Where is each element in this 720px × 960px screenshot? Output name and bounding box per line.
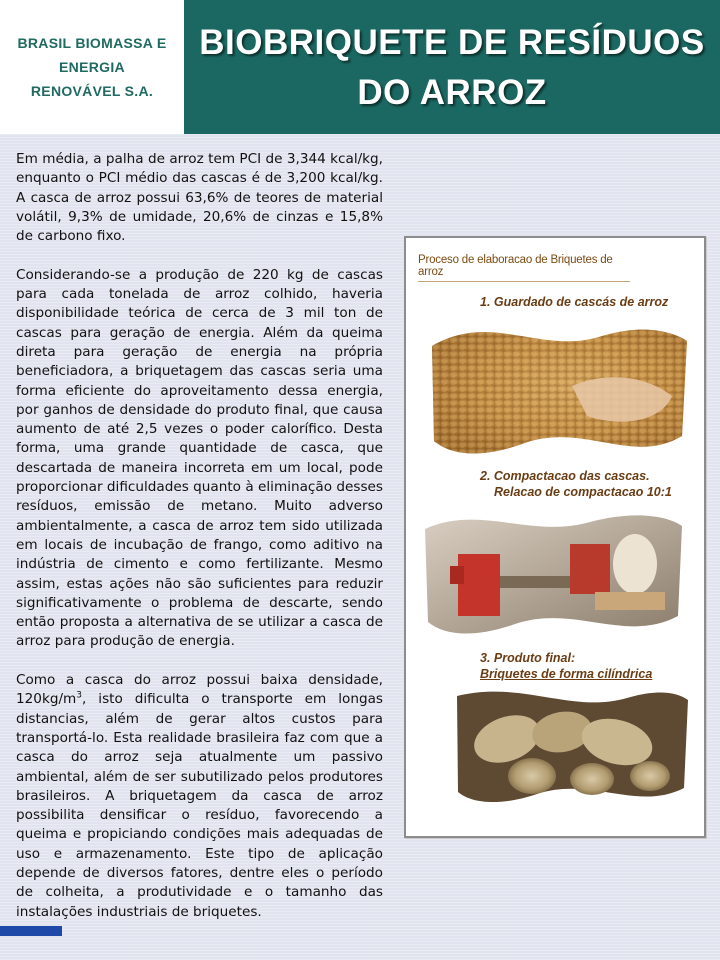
step-3-label-line-1: 3. Produto final: xyxy=(480,651,576,665)
compaction-machine-image xyxy=(420,504,690,644)
step-1-label: 1. Guardado de cascás de arroz xyxy=(480,295,669,309)
brand-line-3: RENOVÁVEL S.A. xyxy=(30,83,154,99)
brand-line-1: BRASIL BIOMASSA E xyxy=(17,35,167,51)
paragraph-1: Em média, a palha de arroz tem PCI de 3,344 kcal/kg, enquanto o PCI médio das cascas é de 3,200 kcal/kg. A casca de arroz possui 63,6% de teores de material volátil, 9,3% de umidade, 20,6% de cinzas e 15,8% de carbono fixo. xyxy=(16,151,383,245)
rice-husk-image xyxy=(422,316,692,466)
figure-title: Proceso de elaboracao de Briquetes de arroz xyxy=(418,254,630,282)
title-line-2: DO ARROZ xyxy=(357,73,547,112)
page-title xyxy=(192,18,712,118)
paragraph-3 xyxy=(16,671,383,922)
brand-line-2: ENERGIA xyxy=(59,59,125,75)
step-2-label-line-2: Relacao de compactacao 10:1 xyxy=(494,485,672,499)
brand-header xyxy=(0,0,184,134)
briquettes-image xyxy=(452,684,692,812)
step-2-label-line-1: 2. Compactacao das cascas. xyxy=(480,469,650,483)
step-3-label-line-2: Briquetes de forma cilíndrica xyxy=(480,667,653,681)
superscript-3: 3 xyxy=(76,690,83,701)
company-name xyxy=(7,31,177,103)
title-banner xyxy=(184,0,720,134)
process-figure xyxy=(404,236,706,838)
title-line-1: BIOBRIQUETE DE RESÍDUOS xyxy=(199,23,705,62)
footer-accent-bar xyxy=(0,926,62,936)
paragraph-3-end: , isto dificulta o transporte em longas distancias, além de gerar altos custos para transportá-lo. Esta realidade brasileira faz com que a casca do arroz seja atualmente um passivo ambiental, além de ser subutilizado pelos produtores brasileiros. A briquetagem da casca de arroz possibilita densificar o resíduo, favorecendo a queima e propiciando condições mais adequadas de uso e armazenamento. Este tipo de aplicação depende de diversos fatores, dentre eles o período de colheita, a produtividade e o tamanho das instalações industriais de briquetes. xyxy=(16,691,383,920)
paragraph-3-start: Como a casca do arroz possui baixa densidade, 120kg/m xyxy=(16,672,383,708)
body-text xyxy=(16,150,383,941)
paragraph-2: Considerando-se a produção de 220 kg de cascas para cada tonelada de arroz colhido, haveria disponibilidade teórica de cerca de 3 mil ton de cascas para geração de energia. Além da queima direta para geração de energia na própria beneficiadora, a briquetagem das cascas seria uma forma eficiente do aproveitamento dessa energia, por ganhos de densidade do produto final, que causa aumento de até 2,5 vezes o poder calorífico. Desta forma, uma grande quantidade de casca, que descartada de maneira incorreta em um local, pode proporcionar dificuldades quanto à eliminação desses resíduos, emissão de metano. Muito adverso ambientalmente, a casca de arroz tem sido utilizada em locais de incubação de frango, como aditivo na indústria de cimento e como fertilizante. Mesmo assim, estas ações não são suficientes para reduzir significativamente o problema de descarte, sendo então proposta a alternativa de se utilizar a casca de arroz para produção de energia. xyxy=(16,266,383,650)
